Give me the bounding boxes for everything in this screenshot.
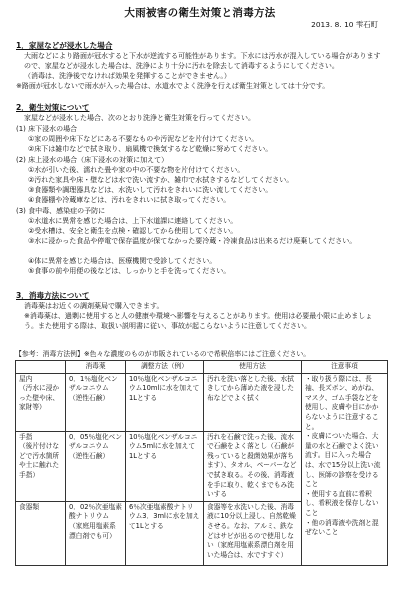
list-item: ②汚れた家具や床・壁などは水で洗い流すか、雑巾で水拭きするなどしてください。 bbox=[28, 176, 294, 184]
table-header-cell: 調整方法（例） bbox=[126, 361, 204, 374]
table-cell-prep: 10％塩化ベンザルコニウム5mlに水を加えて1Lとする bbox=[126, 431, 204, 501]
list-item: ①水が引いた後、濡れた畳や家の中の不要な物を片付けてください。 bbox=[28, 166, 245, 174]
table-cell-caution: ・取り扱う際には、長袖、長ズボン、めがね、マスク、ゴム手袋などを使用し、皮膚や目にかからないように注意すること。 ・皮膚についた場合、大量の水と石鹸でよく洗い流す。目に入った場合は、水で15分以上洗い流し、医師の診察を受けること ・使用する直前に希釈し、希釈液を保存しないこと ・他の消毒液や洗剤と混ぜないこと bbox=[302, 373, 388, 565]
table-cell-prep: 6％次亜塩素酸ナトリウム3．3mlに水を加えて1Lとする bbox=[126, 501, 204, 565]
table-header-cell: 使用方法 bbox=[204, 361, 302, 374]
document-date: 2013. 8. 10 雫石町 bbox=[311, 20, 378, 29]
list-item: ⑤食事の前や用便の後などは、しっかりと手を洗ってください。 bbox=[28, 267, 231, 275]
list-item: ③水に浸かった食品や停電で保存温度が保てなかった要冷蔵・冷凍食品は出来るだけ廃棄してください。 bbox=[28, 237, 357, 245]
section1-note: （消毒は、洗浄後でなければ効果を発揮することができません。） bbox=[24, 72, 231, 80]
table-cell-agent: 0．1％塩化ベンザルコニウム （逆性石鹸） bbox=[66, 373, 126, 431]
list-item: ①家の周囲や床下などにある不要なものや汚泥などを片付けてください。 bbox=[28, 135, 259, 143]
section3-line: 消毒薬はお近くの調剤薬局で購入できます。 bbox=[24, 302, 164, 310]
table-header-cell: 注意事項 bbox=[302, 361, 388, 374]
table-header-cell: 消毒薬 bbox=[66, 361, 126, 374]
table-cell-usage: 汚れを洗い落とした後、水拭きしてから薄めた液を浸した布などでよく拭く bbox=[204, 373, 302, 431]
table-header-row bbox=[16, 361, 388, 374]
table-cell-agent: 0．02％次亜塩素酸ナトリウム （家庭用塩素系漂白剤でも可） bbox=[66, 501, 126, 565]
document-title: 大雨被害の衛生対策と消毒方法 bbox=[124, 7, 276, 19]
list-item: ①水道水に異常を感じた場合は、上下水道課に連絡してください。 bbox=[28, 217, 238, 225]
list-item: ③食器類や調理器具などは、水洗いして汚れをきれいに洗い流してください。 bbox=[28, 186, 273, 194]
section2-sub2: (2) 床上浸水の場合（床下浸水の対策に加えて） bbox=[16, 156, 169, 164]
table-note: 【参考：消毒方法例】※色々な濃度のものが市販されているので希釈倍率にはご注意ください。 bbox=[15, 350, 311, 358]
list-item: ②受水槽は、安全と衛生を点検・確認してから使用してください。 bbox=[28, 227, 238, 235]
list-item: ④食器棚や冷蔵庫などは、汚れをきれいに拭き取ってください。 bbox=[28, 196, 231, 204]
table-cell-usage: 食器等を水洗いした後、消毒液に10分以上浸し、自然乾燥させる。なお、アルミ、鉄などはサビが出るので使用しない（家庭用塩素系漂白剤を用いた場合は、水ですすぐ） bbox=[204, 501, 302, 565]
table-row bbox=[16, 373, 388, 431]
section1-rain-note: ※路面が冠水しないで雨水が入った場合は、水道水でよく洗浄を行えば衛生対策としては十分です。 bbox=[16, 82, 330, 90]
section2-intro: 家屋などが浸水した場合、次のとおり洗浄と衛生対策を行ってください。 bbox=[24, 114, 255, 122]
table-cell-agent: 0．05％塩化ベンザルコニウム （逆性石鹸） bbox=[66, 431, 126, 501]
table-cell-usage: 汚れを石鹸で洗った後、流水で石鹸をよく落とし（石鹸が残っていると殺菌効果が落ちます）、タオル、ペーパーなどで拭き取る。その後、消毒液を手に取り、乾くまでもみ洗いする bbox=[204, 431, 302, 501]
table-cell-target: 食器類 bbox=[16, 501, 66, 565]
section2-sub1: (1) 床下浸水の場合 bbox=[16, 125, 78, 133]
table-header-cell bbox=[16, 361, 66, 374]
disinfection-table bbox=[15, 360, 388, 566]
table-cell-target: 屋内 （汚水に浸かった壁や床、家財等） bbox=[16, 373, 66, 431]
section2-sub3: (3) 食中毒、感染症の予防に bbox=[16, 207, 106, 215]
section2-heading: 2．衛生対策について bbox=[16, 103, 90, 112]
table-cell-target: 手指 （後片付けなどで汚水箇所や土に触れた手指） bbox=[16, 431, 66, 501]
section1-paragraph: 大雨などにより路面が冠水すると下水が逆流する可能性があります。下水には汚水が混入している場合がありますので、家屋などが浸水した場合は、洗浄により十分に汚れを除去して消毒するようにしてください。 bbox=[24, 52, 381, 70]
list-item: ④体に異常を感じた場合は、医療機関で受診してください。 bbox=[28, 257, 217, 265]
list-item: ②床下は雑巾などで拭き取り、扇風機で換気するなど乾燥に努めてください。 bbox=[28, 145, 273, 153]
section1-heading: 1．家屋などが浸水した場合 bbox=[16, 41, 113, 50]
section3-heading: 3．消毒方法について bbox=[16, 291, 90, 300]
table-cell-prep: 10％塩化ベンザルコニウム10mlに水を加えて1Lとする bbox=[126, 373, 204, 431]
section3-warning: ※消毒薬は、過剰に使用すると人の健康や環境へ影響を与えることがあります。使用は必要最小限に止めましょう。また使用する際は、取扱い説明書に従い、事故が起こらないように注意してください。 bbox=[24, 312, 373, 330]
